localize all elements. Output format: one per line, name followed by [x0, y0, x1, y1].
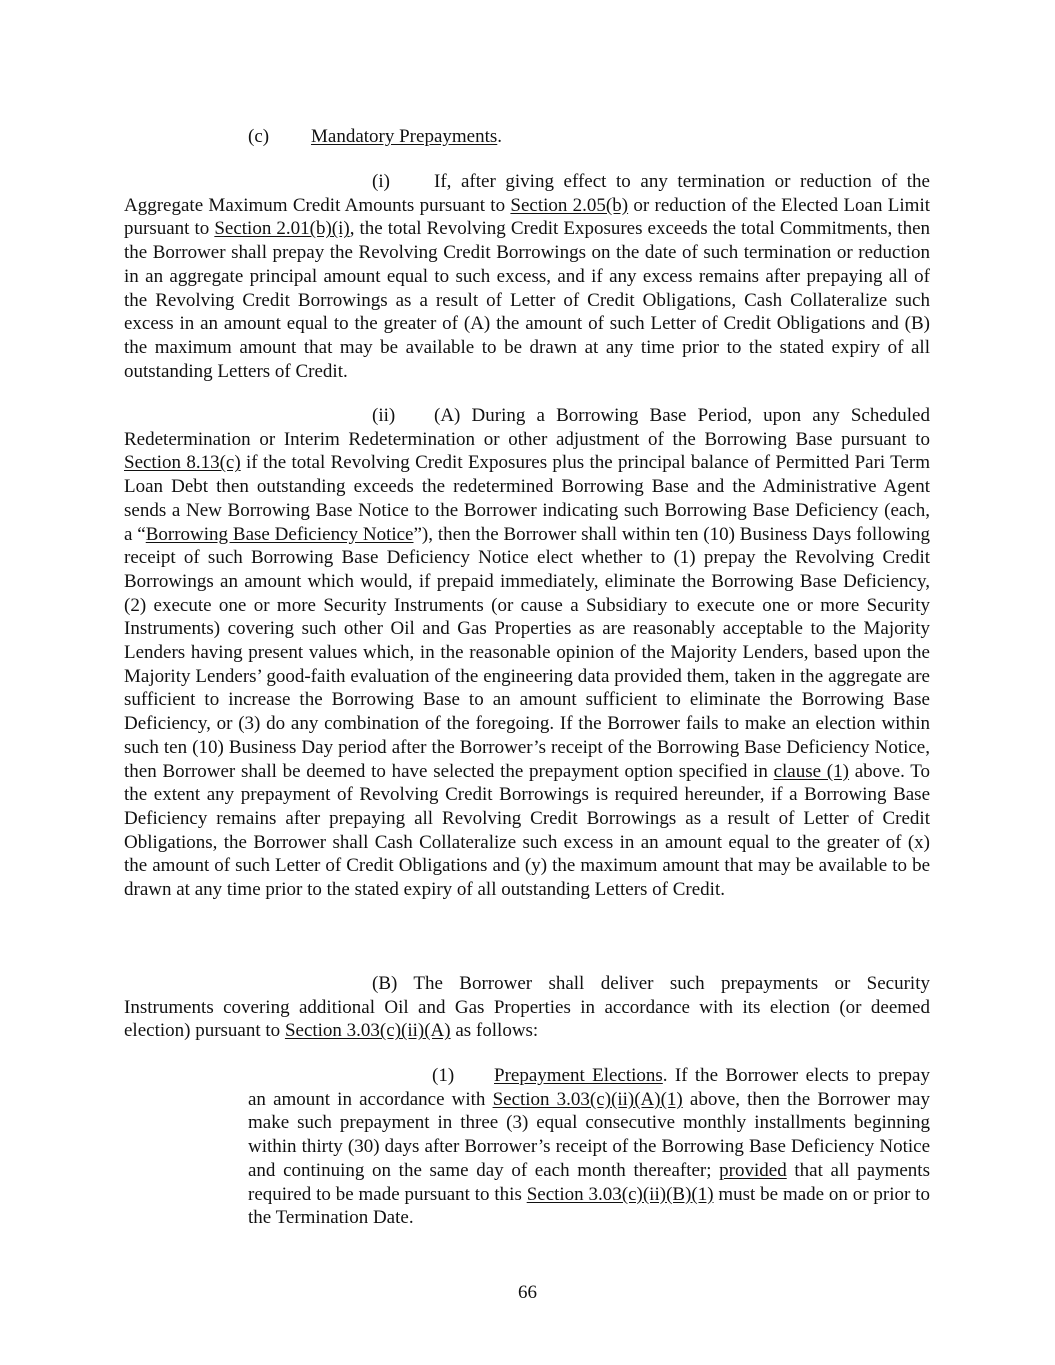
paragraph-ii-text-4: above. To the extent any prepayment of Revolving Credit Borrowings is required hereunder, if a Borrowing Base Deficiency remains after prepaying all Revolving Credit Borrowings as a result of Letter of Credit Obligations, the Borrower shall Cash Collateralize such excess in an amount equal to the greater of (x) the amount of such Letter of Credit Obligations and (y) the maximum amount that may be available to be drawn at any time prior to the stated expiry of all outstanding Letters of Credit.	[124, 760, 930, 901]
paragraph-i	[124, 170, 930, 383]
defined-term: Borrowing Base Deficiency Notice	[145, 523, 414, 545]
paragraph-1-label: (1)	[432, 1065, 455, 1086]
section-c-heading: Mandatory Prepayments	[311, 126, 498, 147]
section-reference: Section 2.01(b)(i)	[214, 218, 350, 240]
paragraph-B	[124, 972, 930, 1043]
paragraph-i-text-2: or reduction of the Elected Loan Limit pursuant to	[124, 194, 930, 240]
paragraph-B-text-2: as follows:	[450, 1020, 539, 1042]
paragraph-i-label: (i)	[372, 171, 390, 192]
paragraph-1-text-3: that all payments required to be made pursuant to this	[248, 1159, 930, 1205]
section-reference: Section 3.03(c)(ii)(A)(1)	[492, 1088, 683, 1110]
section-c-heading-wrapper	[311, 125, 502, 149]
page-number: 66	[518, 1282, 537, 1303]
section-c-label: (c)	[248, 126, 270, 147]
section-c-heading-period: .	[497, 126, 503, 147]
paragraph-B-text-1: (B) The Borrower shall deliver such prepayments or Security Instruments covering additional Oil and Gas Properties in accordance with its election (or deemed election) pursuant to	[124, 973, 930, 1042]
clause-reference: clause (1)	[773, 760, 849, 782]
section-reference: Section 2.05(b)	[510, 194, 629, 216]
paragraph-i-text-1: If, after giving effect to any termination or reduction of the Aggregate Maximum Credit Amounts pursuant to	[124, 171, 930, 216]
paragraph-ii-label: (ii)	[372, 405, 396, 426]
paragraph-1-heading: Prepayment Elections	[494, 1065, 663, 1086]
paragraph-1-text-4: must be made on or prior to the Termination Date.	[248, 1183, 930, 1229]
section-reference: Section 3.03(c)(ii)(A)	[284, 1020, 451, 1042]
paragraph-1-text-2: above, then the Borrower may make such prepayment in three (3) equal consecutive monthly installments beginning within thirty (30) days after Borrower’s receipt of the Borrowing Base Deficiency Notice and continuing on the same day of each month thereafter;	[248, 1088, 930, 1181]
paragraph-ii-text-1: (A) During a Borrowing Base Period, upon any Scheduled Redetermination or Interim Redetermination or other adjustment of the Borrowing Base pursuant to	[124, 405, 930, 450]
paragraph-ii-text-2: if the total Revolving Credit Exposures plus the principal balance of Permitted Pari Term Loan Debt then outstanding exceeds the redetermined Borrowing Base and the Administrative Agent sends a New Borrowing Base Notice to the Borrower indicating such Borrowing Base Deficiency (each, a “	[124, 452, 931, 545]
proviso-term: provided	[719, 1159, 787, 1181]
section-reference: Section 3.03(c)(ii)(B)(1)	[526, 1183, 714, 1205]
paragraph-1	[248, 1064, 930, 1230]
paragraph-ii-text-3: ”), then the Borrower shall within ten (10) Business Days following receipt of such Borrowing Base Deficiency Notice elect whether to (1) prepay the Revolving Credit Borrowings an amount which would, if prepaid immediately, eliminate the Borrowing Base Deficiency, (2) execute one or more Security Instruments (or cause a Subsidiary to execute one or more Security Instruments) covering such other Oil and Gas Properties as are reasonably acceptable to the Majority Lenders having present values which, in the reasonable opinion of the Majority Lenders, based upon the Majority Lenders’ good-faith evaluation of the engineering data provided them, taken in the aggregate are sufficient to increase the Borrowing Base to an amount sufficient to eliminate the Borrowing Base Deficiency, or (3) do any combination of the foregoing. If the Borrower fails to make an election within such ten (10) Business Day period after the Borrower’s receipt of the Borrowing Base Deficiency Notice, then Borrower shall be deemed to have selected the prepayment option specified in	[124, 523, 930, 782]
paragraph-ii	[124, 404, 930, 902]
paragraph-i-text-3: , the total Revolving Credit Exposures exceeds the total Commitments, then the Borrower shall prepay the Revolving Credit Borrowings on the date of such termination or reduction in an aggregate principal amount equal to such excess, and if any excess remains after prepaying all of the Revolving Credit Borrowings as a result of Letter of Credit Obligations, Cash Collateralize such excess in an amount equal to the greater of (A) the amount of such Letter of Credit Obligations and (B) the maximum amount that may be available to be drawn at any time prior to the stated expiry of all outstanding Letters of Credit.	[124, 218, 931, 382]
paragraph-1-text-1: . If the Borrower elects to prepay an amount in accordance with	[248, 1065, 930, 1110]
section-reference: Section 8.13(c)	[124, 452, 241, 474]
